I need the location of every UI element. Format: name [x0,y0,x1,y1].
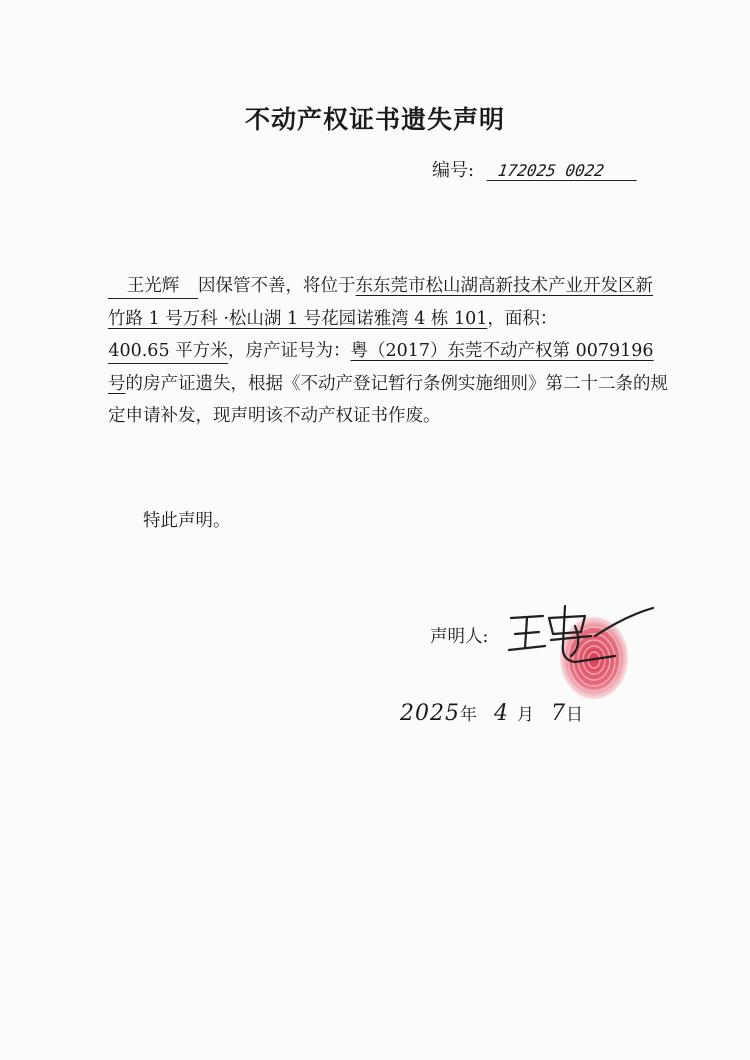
body-text-1: 因保管不善，将位于 [198,276,356,296]
statement-body [108,270,668,433]
date-month: 4 [494,701,509,726]
declarant-label: 声明人: [430,627,489,647]
page-title: 不动产权证书遗失声明 [244,105,505,134]
number-label: 编号: [432,160,475,181]
property-area: 400.65 平方米 [108,339,228,364]
property-address: 东东莞市松山湖高新技术产业开发区新竹路 1 号万科 ·松山湖 1 号花园诺雅湾 4 栋 101 [108,276,653,329]
closing-text: 特此声明。 [143,511,231,531]
body-text-2: ，面积： [487,308,558,329]
date-year: 2025 [400,701,460,726]
declarant-row [430,623,488,648]
declaration-date [400,700,584,726]
date-day-unit: 日 [566,705,584,725]
certificate-number: 粤（2017）东莞不动产权第 0079196 号 [108,341,654,394]
body-text-3: ，房产证号为： [228,341,351,361]
body-text-4: 的房产证遗失，根据《不动产登记暂行条例实施细则》第二十二条的规定申请补发，现声明该不动产权证书作废。 [108,373,668,426]
handwritten-signature [505,596,655,686]
document-number-row [432,156,638,182]
number-value: 172025 0022 [486,161,639,181]
declarant-name: 王光辉 [108,274,198,299]
date-month-unit: 月 [517,705,535,725]
date-day: 7 [551,701,566,726]
date-year-unit: 年 [460,705,478,725]
